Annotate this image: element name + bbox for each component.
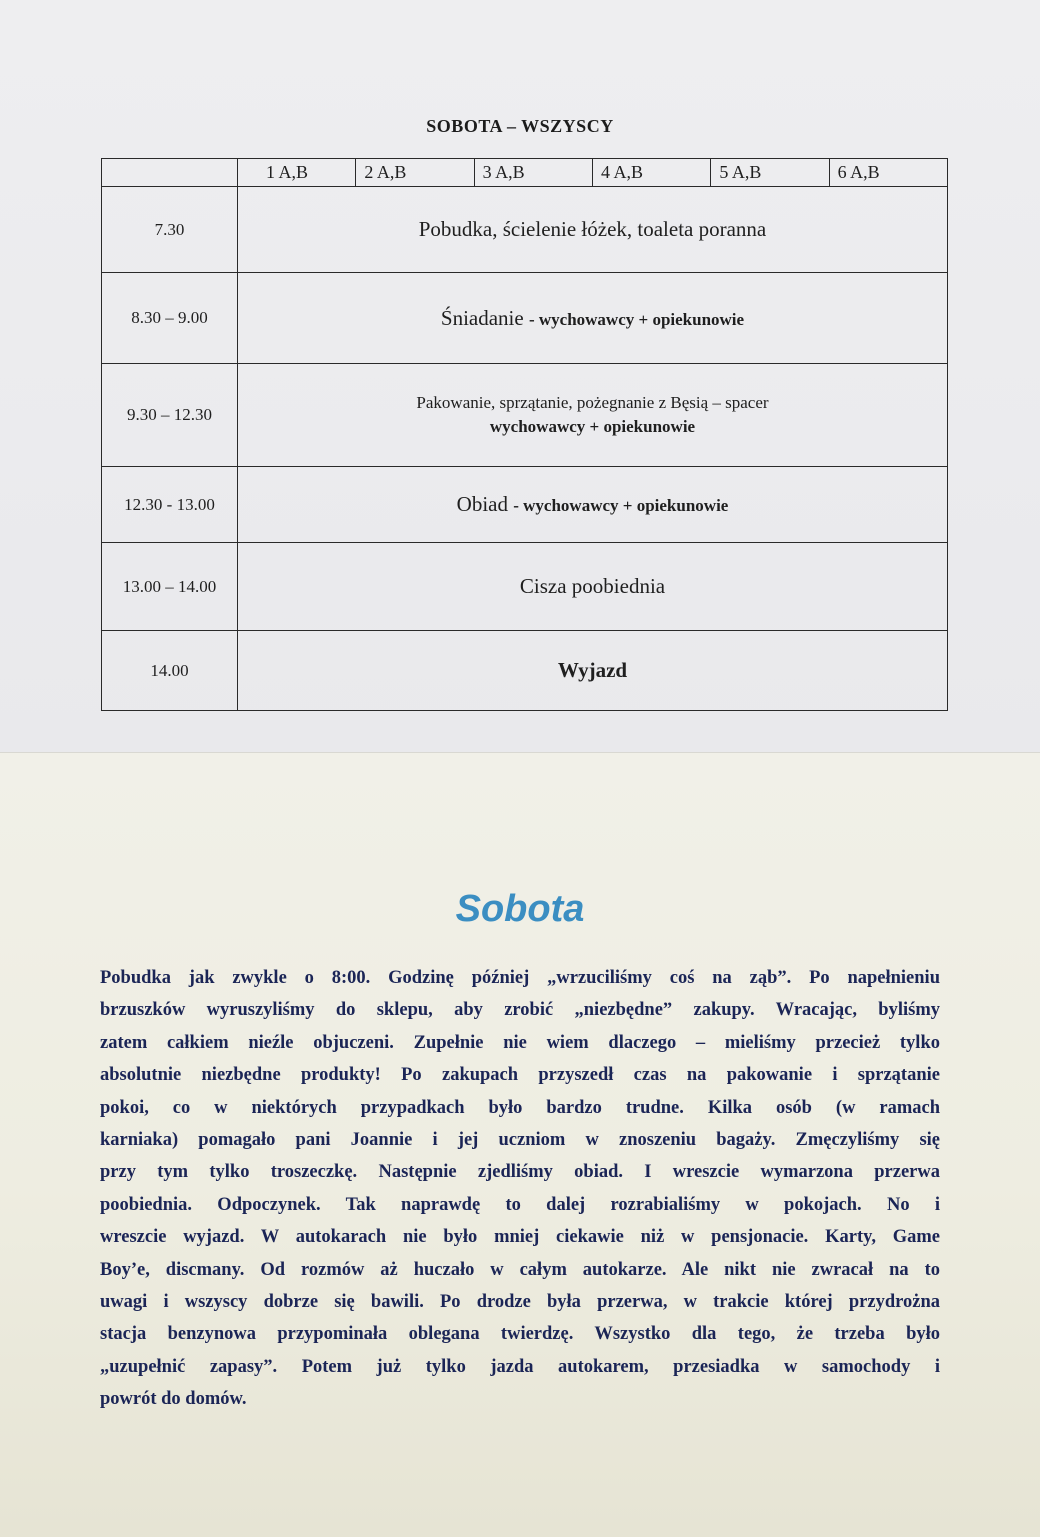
staff-label: - wychowawcy + opiekunowie bbox=[528, 309, 745, 329]
story-line: Boy’e, discmany. Od rozmów aż huczało w całym autokarze. Ale nikt nie zwracał na to bbox=[100, 1259, 940, 1280]
story-line: wreszcie wyjazd. W autokarach nie było mniej ciekawie niż w pensjonacie. Karty, Game bbox=[100, 1227, 940, 1248]
story-line: karniaka) pomagało pani Joannie i jej uczniom w znoszeniu bagaży. Zmęczyliśmy się bbox=[100, 1130, 940, 1151]
time-cell: 12.30 - 13.00 bbox=[102, 467, 238, 543]
time-cell: 8.30 – 9.00 bbox=[102, 273, 238, 364]
activity-label: Pobudka, ścielenie łóżek, toaleta poranna bbox=[418, 217, 767, 241]
schedule-row bbox=[102, 273, 948, 364]
activity-cell bbox=[238, 364, 948, 467]
schedule-row bbox=[102, 187, 948, 273]
story-line: przy tym tylko troszeczkę. Następnie zjedliśmy obiad. I wreszcie wymarzona przerwa bbox=[100, 1162, 940, 1183]
story-line: brzuszków wyruszyliśmy do sklepu, aby zrobić „niezbędne” zakupy. Wracając, byliśmy bbox=[100, 1000, 940, 1021]
time-cell: 14.00 bbox=[102, 631, 238, 711]
group-header bbox=[829, 159, 947, 187]
schedule-row bbox=[102, 364, 948, 467]
group-header bbox=[238, 159, 356, 187]
activity-label: Obiad bbox=[456, 492, 508, 516]
story-line: „uzupełnić zapasy”. Potem już tylko jazda autokarem, przesiadka w samochody i bbox=[100, 1356, 940, 1377]
group-label: 6 A,B bbox=[837, 162, 880, 182]
story-line: powrót do domów. bbox=[100, 1389, 247, 1410]
staff-label: - wychowawcy + opiekunowie bbox=[513, 496, 729, 515]
activity-cell bbox=[238, 631, 948, 711]
schedule-row bbox=[102, 631, 948, 711]
story-line: stacja benzynowa przypominała oblegana twierdzę. Wszystko dla tego, że trzeba było bbox=[100, 1324, 940, 1345]
group-header bbox=[474, 159, 592, 187]
story-line: absolutnie niezbędne produkty! Po zakupach przyszedł czas na pakowanie i sprzątanie bbox=[100, 1065, 940, 1086]
schedule-header-row bbox=[102, 159, 948, 187]
story-line: Pobudka jak zwykle o 8:00. Godzinę później „wrzuciliśmy coś na ząb”. Po napełnieniu bbox=[100, 968, 940, 988]
group-header bbox=[592, 159, 710, 187]
group-label: 3 A,B bbox=[482, 162, 525, 182]
time-cell: 13.00 – 14.00 bbox=[102, 543, 238, 631]
time-cell: 9.30 – 12.30 bbox=[102, 364, 238, 467]
group-label: 5 A,B bbox=[719, 162, 762, 182]
activity-label: Śniadanie bbox=[440, 305, 524, 330]
schedule-row bbox=[102, 467, 948, 543]
activity-cell bbox=[238, 273, 948, 364]
schedule-title: SOBOTA – WSZYSCY bbox=[426, 116, 614, 136]
activity-label: Wyjazd bbox=[557, 658, 628, 682]
staff-label: wychowawcy + opiekunowie bbox=[489, 417, 696, 436]
group-header bbox=[711, 159, 829, 187]
activity-cell bbox=[238, 467, 948, 543]
group-label: 2 A,B bbox=[364, 162, 407, 182]
group-label: 1 A,B bbox=[266, 162, 309, 182]
group-header bbox=[356, 159, 474, 187]
schedule-table bbox=[101, 158, 948, 711]
story-body bbox=[100, 962, 940, 1416]
activity-label: Pakowanie, sprzątanie, pożegnanie z Bęsią – spacer bbox=[416, 393, 769, 412]
story-line: poobiednia. Odpoczynek. Tak naprawdę to dalej rozrabialiśmy w pokojach. No i bbox=[100, 1194, 940, 1215]
activity-cell bbox=[238, 187, 948, 273]
story-heading: Sobota bbox=[455, 888, 585, 930]
story-line: uwagi i wszyscy dobrze się bawili. Po drodze była przerwa, w trakcie której przydrożna bbox=[100, 1292, 940, 1313]
activity-label: Cisza poobiednia bbox=[519, 574, 666, 598]
activity-cell bbox=[238, 543, 948, 631]
story-line: pokoi, co w niektórych przypadkach było bardzo trudne. Kilka osób (w ramach bbox=[100, 1097, 940, 1118]
time-cell: 7.30 bbox=[102, 187, 238, 273]
group-label: 4 A,B bbox=[600, 162, 643, 182]
empty-header-cell bbox=[102, 159, 238, 187]
schedule-row bbox=[102, 543, 948, 631]
story-line: zatem całkiem nieźle objuczeni. Zupełnie nie wiem dlaczego – mieliśmy przecież tylko bbox=[100, 1032, 940, 1053]
